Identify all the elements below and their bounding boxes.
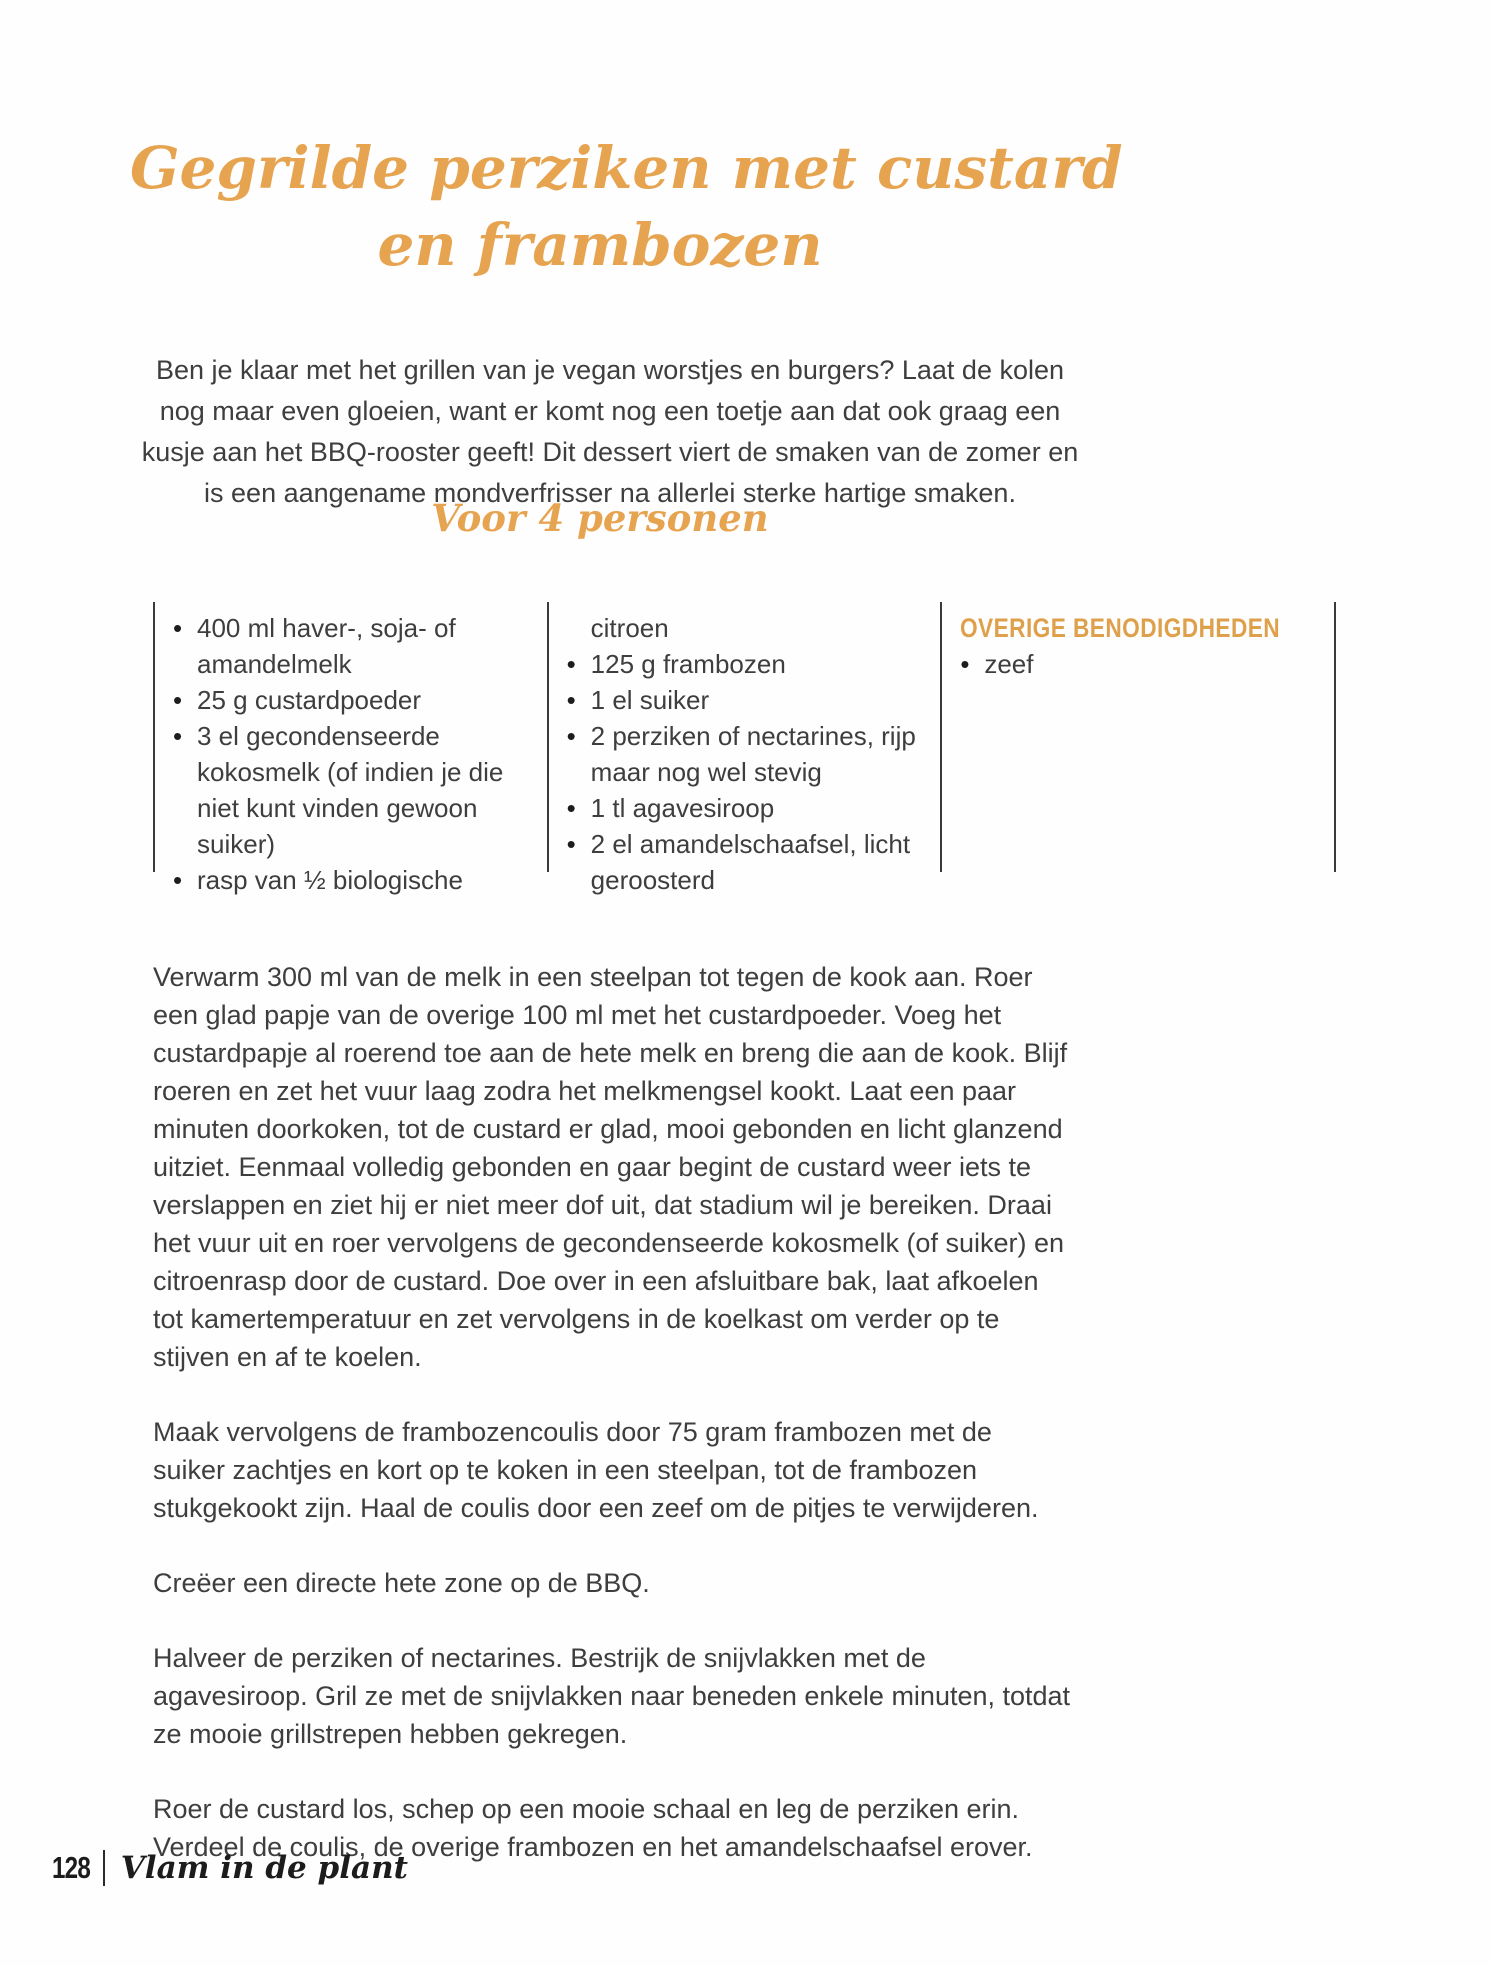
ingredient-item: • 125 g frambozen [567, 646, 933, 682]
ingredient-column-1 [153, 602, 547, 895]
ingredient-item: • 2 perziken of nectarines, rijp maar nog wel stevig [567, 718, 933, 790]
page-number: 128 [52, 1850, 91, 1885]
page-footer [52, 1850, 408, 1886]
ingredient-item-continuation: citroen [590, 613, 669, 643]
footer-divider [103, 1850, 105, 1886]
instruction-paragraph-3: Creëer een directe hete zone op de BBQ. [153, 1568, 650, 1598]
ingredient-column-2 [547, 602, 941, 895]
servings-heading: Voor 4 personen [431, 496, 769, 540]
ingredient-item: • 3 el gecondenseerde kokosmelk (of indien je die niet kunt vinden gewoon suiker) [173, 718, 539, 862]
ingredient-item: • 2 el amandelschaafsel, licht geroosterd [567, 826, 933, 898]
recipe-title-line-1: Gegrilde perziken met custard [130, 134, 1123, 202]
ingredient-column-3 [940, 602, 1334, 872]
instructions-section [153, 958, 1071, 1903]
instruction-paragraph-4: Halveer de perziken of nectarines. Bestrijk de snijvlakken met de agavesiroop. Gril ze met de snijvlakken naar beneden enkele minuten, totdat ze mooie grillstrepen hebben gekregen. [153, 1643, 1071, 1749]
ingredient-item: • 25 g custardpoeder [173, 682, 539, 718]
instruction-paragraph-2: Maak vervolgens de frambozencoulis door 75 gram frambozen met de suiker zachtjes en kort op te koken in een steelpan, tot de frambozen stukgekookt zijn. Haal de coulis door een zeef om de pitjes te verwijderen. [153, 1417, 1039, 1523]
instruction-paragraph-5: Roer de custard los, schep op een mooie schaal en leg de perziken erin. Verdeel de coulis, de overige frambozen en het amandelschaafsel erover. [153, 1794, 1033, 1862]
ingredient-item: • 1 tl agavesiroop [567, 790, 933, 826]
ingredient-item: • 1 el suiker [567, 682, 933, 718]
instruction-paragraph-1: Verwarm 300 ml van de melk in een steelpan tot tegen de kook aan. Roer een glad papje van de overige 100 ml met het custardpoeder. Voeg het custardpapje al roerend toe aan de hete melk en breng die aan de kook. Blijf roeren en zet het vuur laag zodra het melkmengsel kookt. Laat een paar minuten doorkoken, tot de custard er glad, mooi gebonden en licht glanzend uitziet. Eenmaal volledig gebonden en gaar begint de custard weer iets te verslappen en ziet hij er niet meer dof uit, dat stadium wil je bereiken. Draai het vuur uit en roer vervolgens de gecondenseerde kokosmelk (of suiker) en citroenrasp door de custard. Doe over in een afsluitbare bak, laat afkoelen tot kamertemperatuur en zet vervolgens in de koelkast om verder op te stijven en af te koelen. [153, 962, 1068, 1372]
ingredients-section [153, 602, 1336, 895]
other-needs-header: OVERIGE BENODIGDHEDEN [960, 613, 1281, 643]
ingredient-item: • 400 ml haver-, soja- of amandelmelk [173, 610, 539, 682]
ingredient-item: • rasp van ½ biologische [173, 862, 539, 898]
recipe-title [130, 128, 1123, 282]
book-title: Vlam in de plant [120, 1850, 408, 1886]
recipe-intro: Ben je klaar met het grillen van je vegan worstjes en burgers? Laat de kolen nog maar even gloeien, want er komt nog een toetje aan dat ook graag een kusje aan het BBQ-rooster geeft! Dit dessert viert de smaken van de zomer en is een aangename mondverfrisser na allerlei sterke hartige smaken. [141, 355, 1079, 508]
recipe-title-line-2: en frambozen [377, 211, 823, 279]
other-needs-item: • zeef [960, 646, 1326, 682]
